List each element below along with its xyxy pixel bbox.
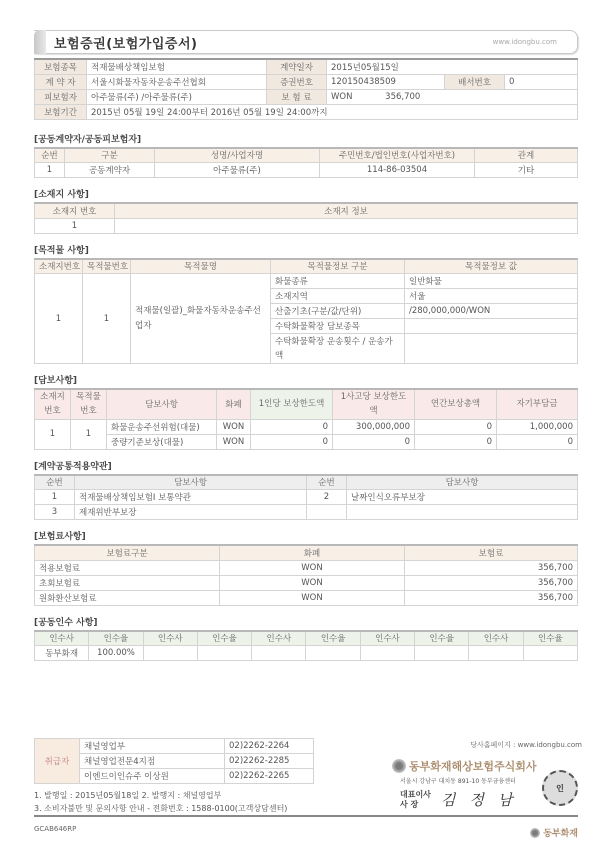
cell (360, 646, 414, 661)
company-seal-icon (542, 770, 578, 806)
company-homepage: 당사홈페이지 : www.idongbu.com (470, 741, 582, 749)
co-insurance-title: [공동인수 사항] (34, 617, 98, 628)
cell: 소재지역 (271, 289, 405, 304)
cell: 채널영업전문4지점 (80, 754, 225, 769)
cell: 114-86-03504 (320, 163, 475, 178)
premium-label: 보 험 료 (267, 89, 327, 104)
cell: 초회보험료 (35, 575, 220, 590)
title-tab-decoration (34, 30, 46, 54)
cell: 356,700 (405, 590, 578, 605)
cell: 0 (415, 434, 497, 449)
policy-no-value: 120150438509 (327, 74, 445, 89)
col-header: 목적물정보 값 (405, 259, 578, 274)
col-header: 목적물정보 구분 (271, 259, 405, 274)
cell: 중량기준보상(대물) (107, 434, 217, 449)
cell: 일반화물 (405, 274, 578, 289)
policy-document (34, 30, 578, 661)
premium-value: 356,700 (385, 91, 421, 102)
table-row (35, 505, 578, 520)
period-value: 2015년 05월 19일 24:00부터 2016년 05월 19일 24:00까지 (87, 104, 578, 119)
cell (415, 646, 469, 661)
contract-date-value: 2015년05월15일 (327, 59, 578, 74)
col-header: 인수사 (35, 631, 89, 646)
premium-value-cell (327, 89, 578, 104)
cell: 서울 (405, 289, 578, 304)
product-label: 보험종목 (35, 59, 87, 74)
insured-object-title: [목적물 사항] (34, 245, 89, 256)
cell: 3 (35, 505, 75, 520)
col-header: 1인당 보상한도액 (251, 389, 333, 419)
company-name: 동부화재해상보험주식회사 (409, 760, 537, 773)
cell: 0 (497, 434, 578, 449)
col-header: 인수사 (469, 631, 523, 646)
location-table (34, 202, 578, 234)
document-title-bar (34, 30, 578, 54)
cell: 아주물류(주) (155, 163, 320, 178)
cell: 02)2262-2264 (225, 739, 314, 754)
cell: 100.00% (89, 646, 143, 661)
table-row (35, 218, 578, 233)
col-header: 화폐 (217, 389, 251, 419)
col-header: 연간보상총액 (415, 389, 497, 419)
company-block (392, 740, 582, 810)
table-row (35, 434, 578, 449)
location-title: [소재지 사항] (34, 190, 89, 200)
table-row (35, 590, 578, 605)
table-row (35, 490, 578, 505)
col-header: 담보사항 (347, 475, 578, 490)
cell: 02)2262-2265 (225, 769, 314, 784)
note-line: 3. 소비자불만 및 문의사항 안내 - 전화번호 : 1588-0100(고객상담센터) (34, 804, 288, 813)
cell: 화물종류 (271, 274, 405, 289)
coverage-title: [담보사항] (34, 376, 78, 386)
cell (197, 646, 251, 661)
table-row (35, 560, 578, 575)
table-row (35, 274, 578, 289)
cell: 산출기초(구분/값/단위) (271, 304, 405, 319)
cell: 공동계약자 (65, 163, 155, 178)
joint-parties-table (34, 147, 578, 179)
col-header: 구분 (65, 148, 155, 163)
contract-date-label: 계약일자 (267, 59, 327, 74)
cell (115, 218, 578, 233)
cell: 1 (71, 419, 107, 449)
footer-divider (34, 815, 578, 817)
col-header: 순번 (35, 148, 65, 163)
col-header: 순번 (307, 475, 347, 490)
cell: WON (220, 590, 405, 605)
col-header: 관계 (475, 148, 578, 163)
ceo-title-line: 사 장 (400, 799, 419, 809)
col-header: 인수율 (197, 631, 251, 646)
cell: 1 (35, 419, 71, 449)
cell: 화물운송주선위험(대물) (107, 419, 217, 434)
cell: 채널영업부 (80, 739, 225, 754)
col-header: 주민번호/법인번호(사업자번호) (320, 148, 475, 163)
col-header: 순번 (35, 475, 75, 490)
endorsement-value: 0 (505, 74, 578, 89)
table-row (35, 419, 578, 434)
col-header: 인수사 (252, 631, 306, 646)
cell: WON (220, 575, 405, 590)
col-header: 1사고당 보상한도액 (333, 389, 415, 419)
cell: 기타 (475, 163, 578, 178)
header-url: www.idongbu.com (492, 38, 557, 46)
cell: 적재물배상책임보험Ⅰ 보통약관 (75, 490, 307, 505)
handler-label: 취급자 (35, 739, 80, 784)
col-header: 담보사항 (107, 389, 217, 419)
cell (306, 646, 360, 661)
cell: 제재위반부보장 (75, 505, 307, 520)
col-header: 보험료구분 (35, 545, 220, 560)
bottom-brand (530, 826, 578, 839)
table-row (35, 575, 578, 590)
col-header: 인수율 (306, 631, 360, 646)
cell: 수탁화물확장 운송횟수 / 운송가액 (271, 334, 405, 364)
object-name: 적재물(일괄)_화물자동차운송주선업자 (131, 274, 271, 364)
col-header: 인수율 (89, 631, 143, 646)
handler-table (34, 738, 314, 784)
cell (469, 646, 523, 661)
col-header: 목적물명 (131, 259, 271, 274)
brand-logo-icon (530, 828, 540, 838)
col-header: 화폐 (220, 545, 405, 560)
col-header: 성명/사업자명 (155, 148, 320, 163)
cell (347, 505, 578, 520)
cell: WON (217, 434, 251, 449)
cell: 0 (415, 419, 497, 434)
seal-text: 인 (556, 783, 564, 793)
ceo-title (400, 790, 431, 810)
col-header: 인수사 (360, 631, 414, 646)
cell: 1 (35, 163, 65, 178)
insured-value: 아주물류(주) /아주물류(주) (87, 89, 267, 104)
cell: 2 (307, 490, 347, 505)
contractor-value: 서울시화물자동차운송주선협회 (87, 74, 267, 89)
cell (405, 334, 578, 364)
cell: 0 (333, 434, 415, 449)
cell: WON (220, 560, 405, 575)
cell: 356,700 (405, 575, 578, 590)
period-label: 보험기간 (35, 104, 87, 119)
col-header: 인수율 (523, 631, 577, 646)
cell: 1,000,000 (497, 419, 578, 434)
col-header: 소재지 번호 (35, 389, 71, 419)
co-insurance-table (34, 630, 578, 662)
cell: 원화환산보험료 (35, 590, 220, 605)
col-header: 인수사 (143, 631, 197, 646)
insured-object-table (34, 258, 578, 365)
note-line: 1. 발행일 : 2015년05월18일 2. 발행지 : 채널영업부 (34, 791, 222, 800)
company-logo-icon (392, 759, 406, 773)
cell: 02)2262-2285 (225, 754, 314, 769)
col-header: 인수율 (415, 631, 469, 646)
coverage-table (34, 388, 578, 450)
cell (143, 646, 197, 661)
cell: 1 (35, 274, 83, 364)
contractor-label: 계 약 자 (35, 74, 87, 89)
cell: 1 (35, 490, 75, 505)
document-title: 보험증권(보험가입증서) (54, 36, 198, 52)
col-header: 담보사항 (75, 475, 307, 490)
cell: 1 (35, 218, 115, 233)
cell (252, 646, 306, 661)
table-row (35, 646, 578, 661)
cell: 356,700 (405, 560, 578, 575)
joint-parties-title: [공동계약자/공동피보험자] (34, 134, 142, 145)
table-row (35, 163, 578, 178)
cell: 300,000,000 (333, 419, 415, 434)
col-header: 목적물 번호 (71, 389, 107, 419)
cell (523, 646, 577, 661)
cell: 0 (251, 419, 333, 434)
brand-name: 동부화재 (543, 829, 578, 839)
policy-no-label: 증권번호 (267, 74, 327, 89)
ceo-title-line: 대표이사 (400, 789, 431, 799)
col-header: 목적물번호 (83, 259, 131, 274)
col-header: 자기부담금 (497, 389, 578, 419)
clauses-title: [계약공통적용약관] (34, 461, 112, 472)
ceo-signature: 김정남 (440, 791, 527, 809)
col-header: 소재지 정보 (115, 203, 578, 218)
cell: 수탁화물확장 담보종목 (271, 319, 405, 334)
col-header: 소재지번호 (35, 259, 83, 274)
cell: WON (217, 419, 251, 434)
endorsement-label: 배서번호 (445, 74, 505, 89)
cell: /280,000,000/WON (405, 304, 578, 319)
cell: 1 (83, 274, 131, 364)
cell (405, 319, 578, 334)
premium-title: [보험료사항] (34, 532, 86, 542)
col-header: 소재지 번호 (35, 203, 115, 218)
form-code: GCAB646RP (34, 825, 77, 833)
table-row (35, 739, 314, 754)
cell: 동부화재 (35, 646, 89, 661)
col-header: 보험료 (405, 545, 578, 560)
premium-currency: WON (331, 91, 353, 102)
insured-label: 피보험자 (35, 89, 87, 104)
cell: 0 (251, 434, 333, 449)
cell: 날짜인식오류부보장 (347, 490, 578, 505)
premium-table (34, 544, 578, 606)
product-value: 적재물배상책임보험 (87, 59, 267, 74)
policy-info-table (34, 58, 578, 120)
clauses-table (34, 474, 578, 521)
cell (307, 505, 347, 520)
company-address: 서울시 강남구 대치동 891-10 동부금융센터 (400, 778, 516, 785)
cell: 이엔드이인슈주 이상원 (80, 769, 225, 784)
cell: 적용보험료 (35, 560, 220, 575)
